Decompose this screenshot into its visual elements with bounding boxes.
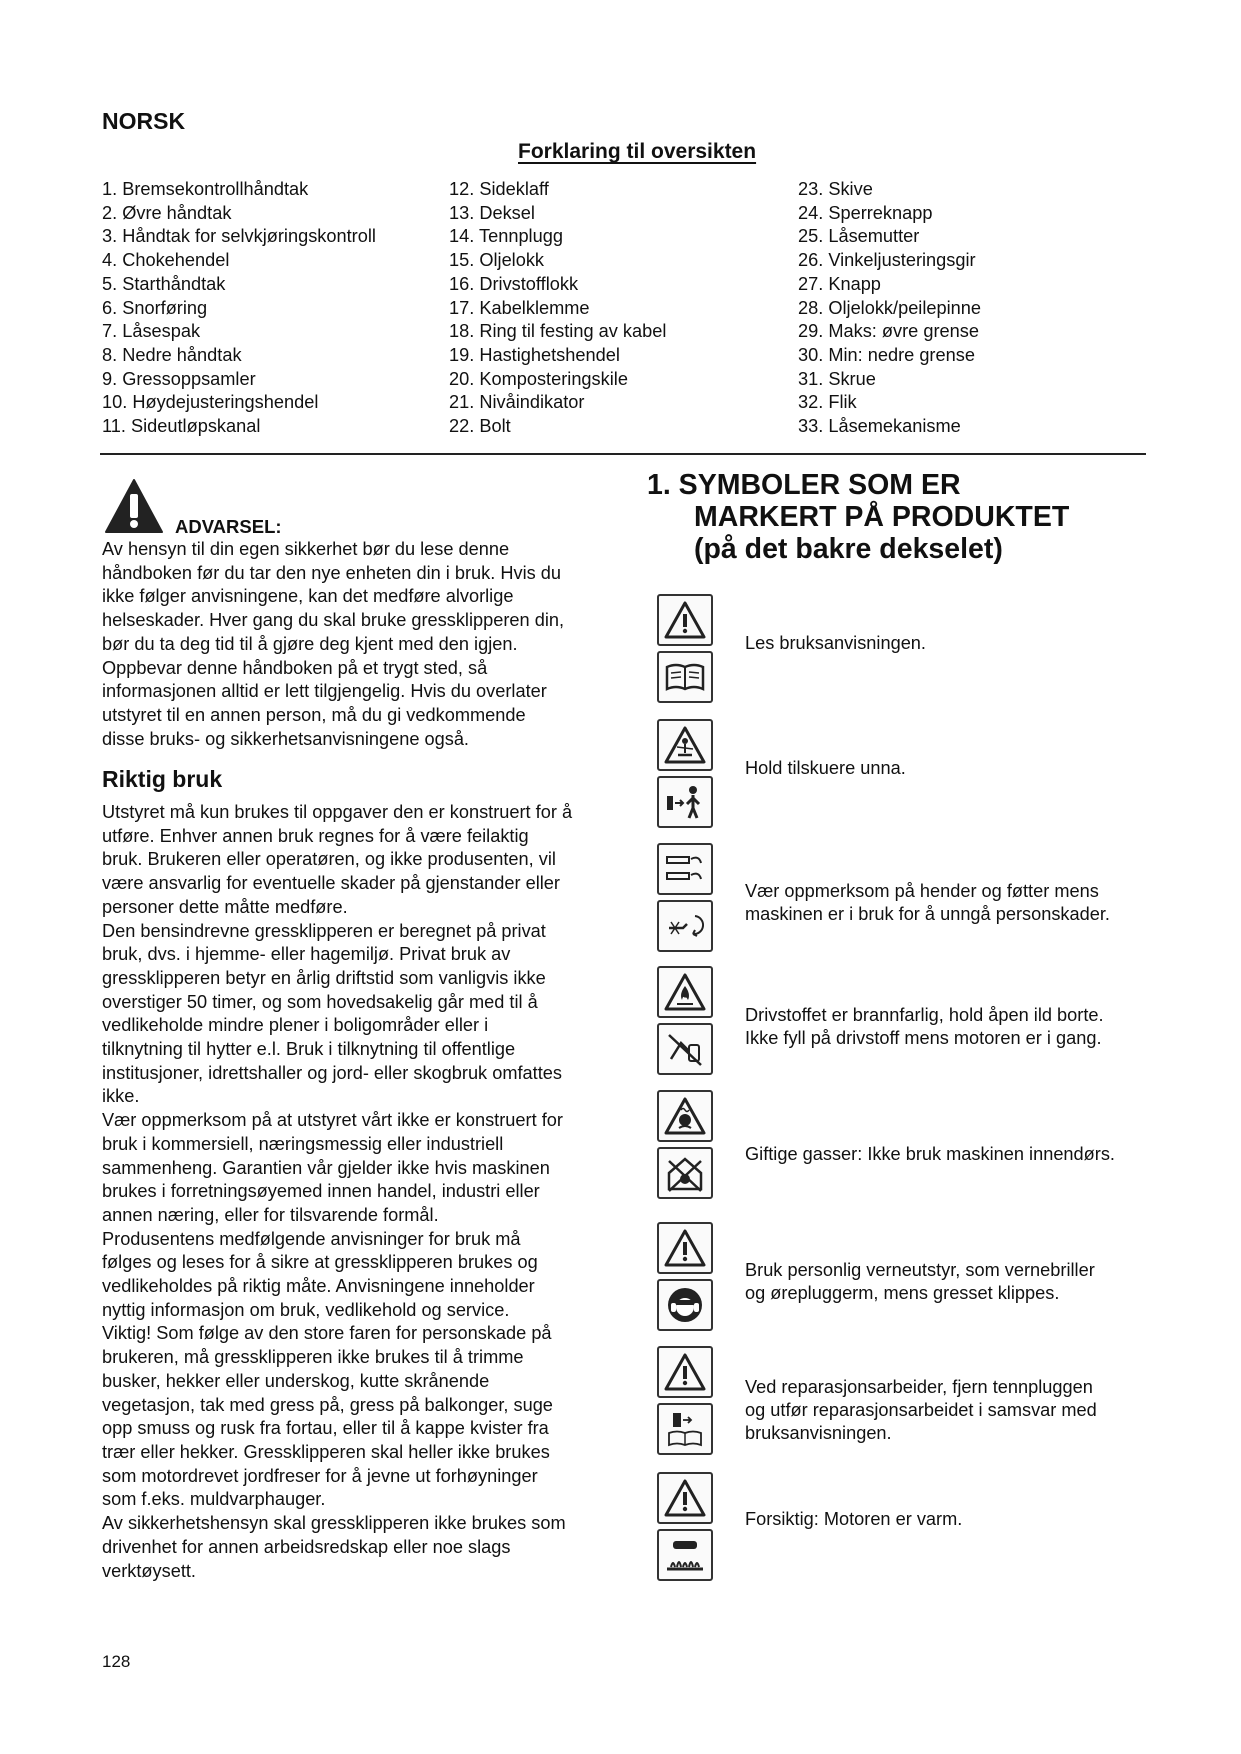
text-line: maskinen er i bruk for å unngå personskader. (745, 904, 1110, 924)
text-line: utføre. Enhver annen bruk regnes for å være feilaktig (102, 825, 529, 846)
text-line: vedlikeholdes på riktig måte. Anvisningene inneholder (102, 1276, 535, 1297)
text-line: Les bruksanvisningen. (745, 633, 926, 653)
text-line: bruksanvisningen. (745, 1423, 892, 1443)
text-line: som motordrevet jordfreser for å jevne ut forhøyninger (102, 1465, 538, 1486)
symbols-title-line: 1. SYMBOLER SOM ER (647, 469, 961, 501)
text-line: som f.eks. muldvarphauger. (102, 1489, 326, 1510)
text-line: opp smuss og rusk fra fortau, eller til å kappe kvister fra (102, 1418, 549, 1439)
legend-item: 2. Øvre håndtak (102, 202, 232, 223)
text-line: Den bensindrevne gressklipperen er beregnet på privat (102, 920, 546, 941)
ear-eye-protection-icon (657, 1279, 713, 1331)
legend-item: 27. Knapp (798, 273, 881, 294)
text-line: følges og leses for å sikre at gressklipperen brukes og (102, 1252, 538, 1273)
text-line: institusjoner, idrettshaller og jord- eller skogbruk omfattes (102, 1062, 562, 1083)
legend-column-2 (449, 178, 666, 439)
text-line: personer dette måtte medføre. (102, 896, 348, 917)
legend-item: 17. Kabelklemme (449, 297, 590, 318)
legend-item: 22. Bolt (449, 416, 511, 437)
warning-triangle-icon (657, 1346, 713, 1398)
text-line: bruk, dvs. i hjemme- eller hagemiljø. Privat bruk av (102, 944, 511, 965)
symbol-description (745, 880, 1145, 926)
symbol-group-toxic (657, 1090, 713, 1204)
warning-text (102, 538, 602, 751)
toxic-fumes-icon (657, 1090, 713, 1142)
text-line: brukeren, må gressklipperen ikke brukes til å trimme (102, 1347, 524, 1368)
hand-blade-icon (657, 843, 713, 895)
riktig-bruk-text (102, 801, 602, 1583)
legend-item: 18. Ring til festing av kabel (449, 321, 667, 342)
legend-item: 23. Skive (798, 179, 873, 199)
text-line: og ørepluggerm, mens gresset klippes. (745, 1283, 1060, 1303)
text-line: og utfør reparasjonsarbeidet i samsvar med (745, 1400, 1097, 1420)
legend-item: 14. Tennplugg (449, 226, 563, 247)
legend-item: 25. Låsemutter (798, 226, 920, 247)
no-refuel-running-icon (657, 1023, 713, 1075)
text-line: disse bruks- og sikkerhetsanvisningene også. (102, 728, 469, 749)
text-line: ikke følger anvisningene, kan det medføre alvorlige (102, 586, 514, 607)
text-line: håndboken før du tar den nye enheten din i bruk. Hvis du (102, 562, 562, 583)
text-line: annen næring, eller for tilsvarende formål. (102, 1204, 439, 1225)
text-line: være ansvarlig for eventuelle skader på gjenstander eller (102, 873, 560, 894)
no-indoor-use-icon (657, 1147, 713, 1199)
text-line: Vær oppmerksom på at utstyret vårt ikke er konstruert for (102, 1110, 563, 1131)
riktig-bruk-heading: Riktig bruk (102, 766, 223, 792)
text-line: Forsiktig: Motoren er varm. (745, 1509, 963, 1529)
symbols-title (647, 469, 1069, 565)
text-line: nyttig informasjon om bruk, vedlikehold og service. (102, 1299, 510, 1320)
text-line: bruk i kommersiell, næringsmessig eller industriell (102, 1133, 504, 1154)
text-line: Oppbevar denne håndboken på et trygt sted, så (102, 657, 488, 678)
text-line: Hold tilskuere unna. (745, 758, 906, 778)
text-line: drivenhet for annen arbeidsredskap eller noe slags (102, 1536, 511, 1557)
legend-item: 9. Gressoppsamler (102, 368, 256, 389)
text-line: Utstyret må kun brukes til oppgaver den er konstruert for å (102, 802, 573, 822)
legend-item: 12. Sideklaff (449, 179, 549, 199)
hot-surface-icon (657, 1529, 713, 1581)
text-line: utstyret til en annen person, må du gi vedkommende (102, 704, 526, 725)
language-heading: NORSK (102, 108, 186, 134)
legend-item: 30. Min: nedre grense (798, 344, 975, 365)
text-line: verktøysett. (102, 1560, 196, 1581)
text-line: Ikke fyll på drivstoff mens motoren er i gang. (745, 1028, 1102, 1048)
text-line: Viktig! Som følge av den store faren for personskade på (102, 1323, 552, 1344)
symbol-group-hot-engine (657, 1472, 713, 1586)
foot-blade-icon (657, 900, 713, 952)
legend-item: 20. Komposteringskile (449, 368, 628, 389)
text-line: Av sikkerhetshensyn skal gressklipperen ikke brukes som (102, 1513, 566, 1534)
warning-label: ADVARSEL: (175, 516, 282, 537)
spark-plug-manual-icon (657, 1403, 713, 1455)
text-line: informasjonen alltid er lett tilgjengelig. Hvis du overlater (102, 681, 547, 702)
text-line: trær eller hekker. Gressklipperen skal heller ikke brukes (102, 1441, 550, 1462)
symbol-description (745, 632, 1145, 655)
symbol-group-repair (657, 1346, 713, 1460)
legend-item: 8. Nedre håndtak (102, 344, 242, 365)
symbol-group-hands-feet (657, 843, 713, 957)
legend-item: 33. Låsemekanisme (798, 416, 961, 437)
legend-item: 1. Bremsekontrollhåndtak (102, 179, 309, 199)
legend-item: 5. Starthåndtak (102, 273, 226, 294)
keep-bystanders-away-icon (657, 776, 713, 828)
legend-item: 6. Snorføring (102, 297, 208, 318)
legend-column-1 (102, 178, 376, 439)
legend-item: 15. Oljelokk (449, 250, 545, 271)
text-line: brukes i forretningsøyemed innen handel, industri eller (102, 1181, 540, 1202)
legend-item: 3. Håndtak for selvkjøringskontroll (102, 226, 376, 247)
legend-item: 10. Høydejusteringshendel (102, 392, 319, 413)
warning-icon (104, 478, 164, 534)
text-line: Vær oppmerksom på hender og føtter mens (745, 881, 1099, 901)
text-line: busker, hekker eller underskog, kutte skrånende (102, 1370, 490, 1391)
legend-item: 24. Sperreknapp (798, 202, 933, 223)
text-line: Giftige gasser: Ikke bruk maskinen innendørs. (745, 1144, 1115, 1164)
legend-item: 13. Deksel (449, 202, 535, 223)
symbol-description (745, 1508, 1145, 1531)
legend-item: 29. Maks: øvre grense (798, 321, 979, 342)
text-line: gressklipperen betyr en årlig driftstid som vanligvis ikke (102, 967, 546, 988)
legend-column-3 (798, 178, 981, 439)
symbol-group-fuel (657, 966, 713, 1080)
legend-item: 31. Skrue (798, 368, 876, 389)
warning-triangle-icon (657, 1472, 713, 1524)
manual-book-icon (657, 651, 713, 703)
symbols-title-line: (på det bakre dekselet) (694, 533, 1003, 565)
text-line: Ved reparasjonsarbeider, fjern tennpluggen (745, 1377, 1093, 1397)
page-number: 128 (102, 1652, 131, 1671)
symbol-description (745, 1259, 1145, 1305)
warning-triangle-icon (657, 1222, 713, 1274)
text-line: vedlikeholde mindre plener i boligområder eller i (102, 1015, 489, 1036)
legend-item: 19. Hastighetshendel (449, 344, 620, 365)
text-line: Drivstoffet er brannfarlig, hold åpen ild borte. (745, 1005, 1104, 1025)
flammable-icon (657, 966, 713, 1018)
legend-title: Forklaring til oversikten (518, 140, 757, 163)
text-line: overstiger 50 timer, og som hovedsakelig går med til å (102, 991, 538, 1012)
text-line: vegetasjon, tak med gress på, gress på balkonger, suge (102, 1394, 553, 1415)
text-line: sammenheng. Garantien vår gjelder ikke hvis maskinen (102, 1157, 550, 1178)
text-line: ikke. (102, 1086, 140, 1107)
symbol-group-bystanders (657, 719, 713, 833)
text-line: bør du ta deg tid til å gjøre deg kjent med den igjen. (102, 633, 518, 654)
warning-triangle-icon (657, 594, 713, 646)
legend-item: 28. Oljelokk/peilepinne (798, 297, 982, 318)
symbol-description (745, 757, 1145, 780)
legend-item: 7. Låsespak (102, 321, 201, 342)
thrown-object-icon (657, 719, 713, 771)
legend-item: 16. Drivstofflokk (449, 273, 579, 294)
text-line: bruk. Brukeren eller operatøren, og ikke produsenten, vil (102, 849, 556, 870)
symbols-title-line: MARKERT PÅ PRODUKTET (694, 501, 1070, 533)
symbol-description (745, 1376, 1145, 1445)
text-line: Av hensyn til din egen sikkerhet bør du lese denne (102, 539, 510, 559)
legend-item: 26. Vinkeljusteringsgir (798, 250, 976, 271)
text-line: Bruk personlig verneutstyr, som vernebriller (745, 1260, 1095, 1280)
section-divider (100, 453, 1146, 455)
legend-item: 21. Nivåindikator (449, 392, 585, 413)
legend-item: 4. Chokehendel (102, 250, 230, 271)
legend-item: 11. Sideutløpskanal (102, 416, 261, 437)
legend-item: 32. Flik (798, 392, 857, 413)
text-line: Produsentens medfølgende anvisninger for bruk må (102, 1228, 521, 1249)
text-line: tilknytning til hytter e.l. Bruk i tilknytning til offentlige (102, 1039, 516, 1060)
symbol-description (745, 1143, 1145, 1166)
symbol-group-read-manual (657, 594, 713, 708)
symbol-description (745, 1004, 1145, 1050)
symbol-group-protection (657, 1222, 713, 1336)
text-line: helseskader. Hver gang du skal bruke gressklipperen din, (102, 610, 565, 631)
